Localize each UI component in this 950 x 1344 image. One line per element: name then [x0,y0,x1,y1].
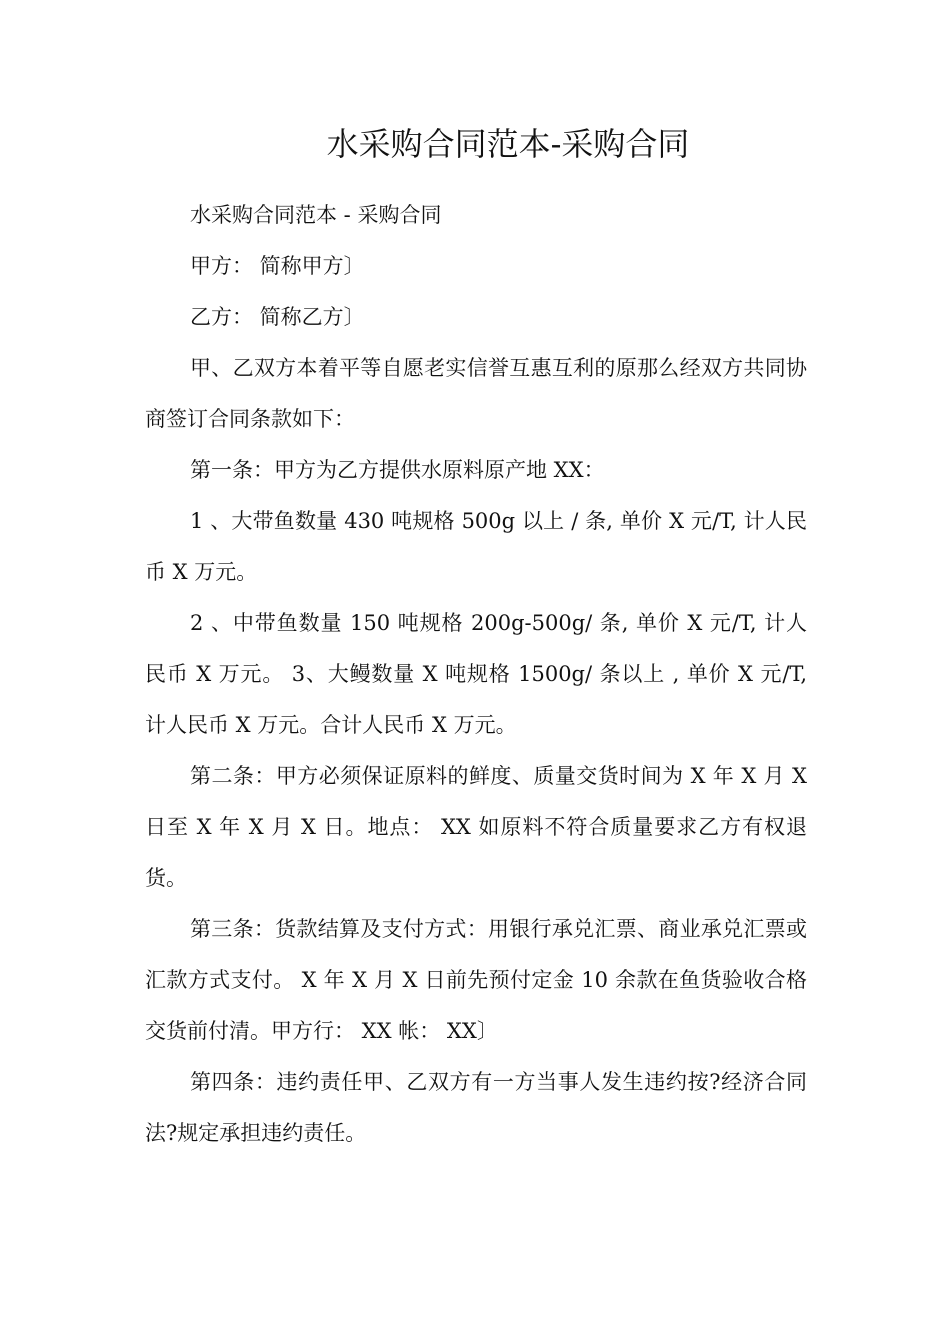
document-body [145,190,807,1159]
paragraph-article-4: 第四条：违约责任甲、乙双方有一方当事人发生违约按?经济合同法?规定承担违约责任。 [145,1070,807,1145]
paragraph-item-1: 1 、大带鱼数量 430 吨规格 500g 以上 / 条, 单价 X 元/T, 计人民币 X 万元。 [145,509,807,584]
paragraph-article-3: 第三条：货款结算及支付方式：用银行承兑汇票、商业承兑汇票或汇款方式支付。 X 年 X 月 X 日前先预付定金 10 余款在鱼货验收合格交货前付清。甲方行： XX 帐： XX〕 [145,917,807,1043]
document-title: 水采购合同范本-采购合同 [326,125,690,163]
paragraph-party-b: 乙方： 简称乙方〕 [190,305,365,329]
paragraph-party-a: 甲方： 简称甲方〕 [190,254,365,278]
paragraph-item-2-3: 2 、中带鱼数量 150 吨规格 200g-500g/ 条, 单价 X 元/T, 计人民币 X 万元。 3、大鳗数量 X 吨规格 1500g/ 条以上 , 单价 X 元/T, 计人民币 X 万元。合计人民币 X 万元。 [145,611,807,737]
paragraph-preamble: 甲、乙双方本着平等自愿老实信誉互惠互利的原那么经双方共同协商签订合同条款如下： [145,356,807,431]
paragraph-article-2: 第二条：甲方必须保证原料的鲜度、质量交货时间为 X 年 X 月 X 日至 X 年 X 月 X 日。地点： XX 如原料不符合质量要求乙方有权退货。 [145,764,807,890]
paragraph-subtitle: 水采购合同范本 - 采购合同 [190,203,442,227]
paragraph-article-1: 第一条：甲方为乙方提供水原料原产地 XX： [190,458,605,482]
